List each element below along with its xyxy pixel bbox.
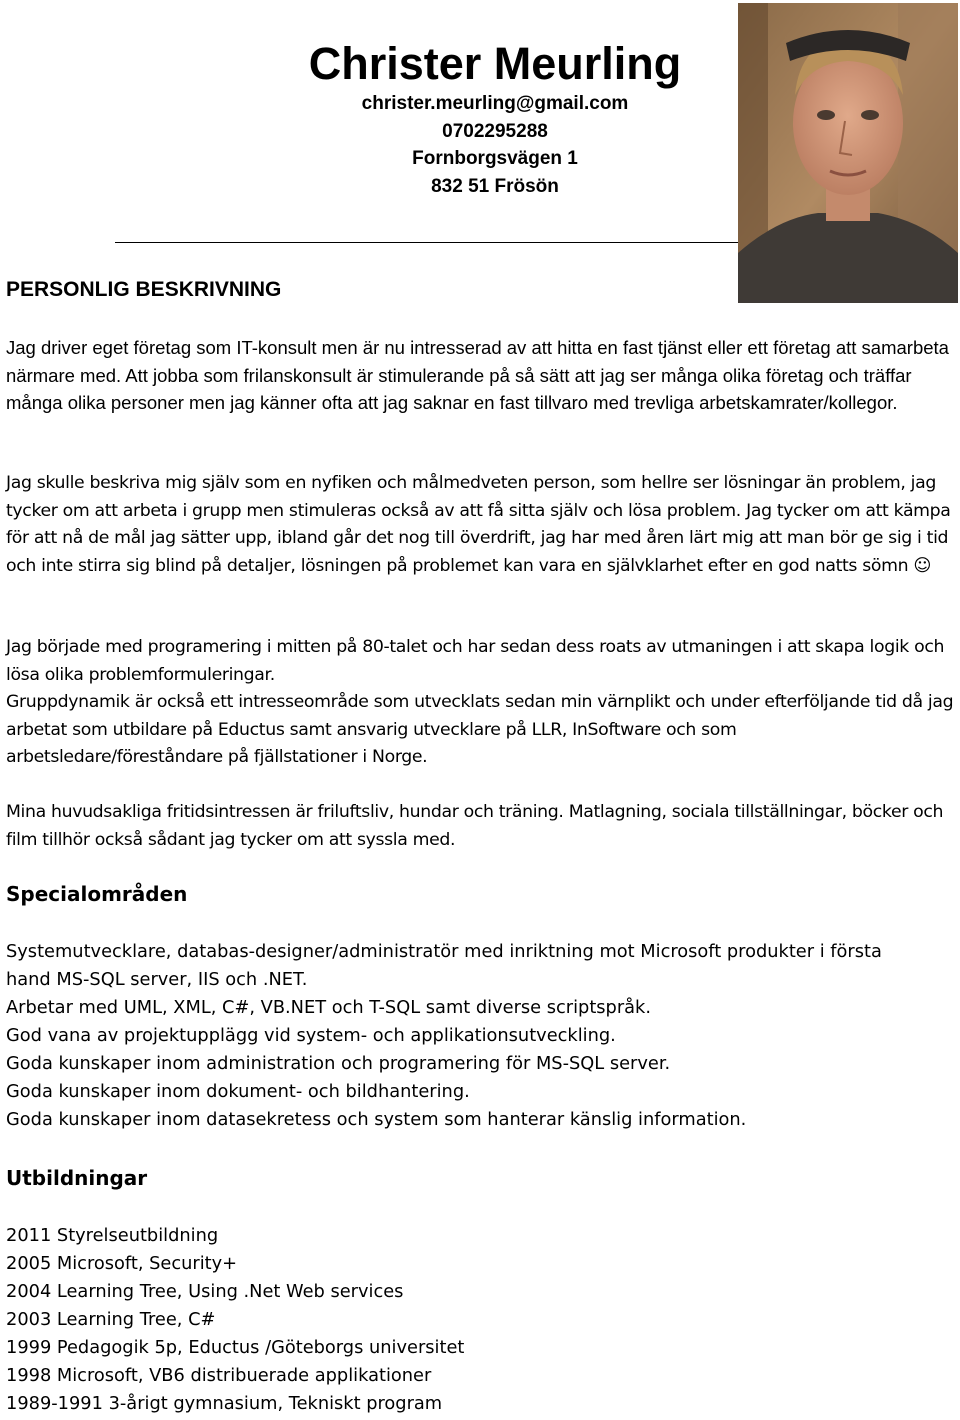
section-heading-special: Specialområden — [6, 882, 188, 906]
phone-number: 0702295288 — [442, 120, 548, 142]
personal-paragraph-5: Mina huvudsakliga fritidsintressen är friluftsliv, hundar och träning. Matlagning, sociala tillställningar, böcker och film tillhör också sådant jag tycker om att syssla med. — [6, 802, 944, 850]
list-item: Goda kunskaper inom datasekretess och system som hanterar känslig information. — [6, 1109, 747, 1130]
special-list — [6, 994, 746, 1134]
person-name: Christer Meurling — [308, 38, 682, 89]
list-item: 2003 Learning Tree, C# — [6, 1309, 216, 1330]
personal-paragraph-1: Jag driver eget företag som IT-konsult men är nu intresserad av att hitta en fast tjänst eller ett företag att samarbeta närmare med. Att jobba som frilanskonsult är stimulerande på så sätt att jag ser många olika företag och träffar många olika personer men jag känner ofta att jag saknar en fast tillvaro med trevliga arbetskamrater/kollegor. — [6, 337, 949, 413]
list-item: 1998 Microsoft, VB6 distribuerade applikationer — [6, 1365, 432, 1386]
email-address: christer.meurling@gmail.com — [361, 93, 629, 114]
portrait-photo — [738, 3, 958, 303]
header-divider — [115, 242, 740, 243]
list-item: Goda kunskaper inom dokument- och bildhantering. — [6, 1081, 470, 1102]
postal-address: 832 51 Frösön — [431, 175, 559, 197]
list-item: 2011 Styrelseutbildning — [6, 1225, 219, 1246]
personal-paragraph-4: Gruppdynamik är också ett intresseområde som utvecklats sedan min värnplikt och under efterföljande tid då jag arbetat som utbildare på Eductus samt ansvarig utvecklare på LLR, InSoftware och som arbetsledare/föreståndare på fjällstationer i Norge. — [6, 692, 954, 767]
cv-header — [250, 38, 740, 200]
education-list — [6, 1222, 464, 1418]
list-item: God vana av projektupplägg vid system- och applikationsutveckling. — [6, 1025, 616, 1046]
personal-paragraph-2: Jag skulle beskriva mig själv som en nyfiken och målmedveten person, som hellre ser lösningar än problem, jag tycker om att arbeta i grupp men stimuleras också av att få sitta själv och lösa problem. Jag tycker om att kämpa för att nå de mål jag sätter upp, ibland går det nog till överdrift, jag har med åren lärt mig att man bör ge sig i tid och inte stirra sig blind på detaljer, lösningen på problemet kan vara en självklarhet efter en god natts sömn ☺ — [6, 473, 951, 576]
section-heading-education: Utbildningar — [6, 1166, 148, 1190]
street-address: Fornborgsvägen 1 — [412, 148, 578, 169]
list-item: 1989-1991 3-årigt gymnasium, Tekniskt program — [6, 1393, 443, 1414]
list-item: 1999 Pedagogik 5p, Eductus /Göteborgs universitet — [6, 1337, 465, 1358]
list-item: Goda kunskaper inom administration och programering för MS-SQL server. — [6, 1053, 671, 1074]
special-paragraph: Systemutvecklare, databas-designer/administratör med inriktning mot Microsoft produkter i första hand MS-SQL server, IIS och .NET. — [6, 941, 882, 990]
list-item: 2004 Learning Tree, Using .Net Web services — [6, 1281, 404, 1302]
personal-paragraph-3: Jag började med programering i mitten på 80-talet och har sedan dess roats av utmaningen i att skapa logik och lösa olika problemformuleringar. — [6, 637, 945, 685]
list-item: 2005 Microsoft, Security+ — [6, 1253, 238, 1274]
section-heading-personal: PERSONLIG BESKRIVNING — [6, 278, 282, 301]
list-item: Arbetar med UML, XML, C#, VB.NET och T-SQL samt diverse scriptspråk. — [6, 997, 651, 1018]
